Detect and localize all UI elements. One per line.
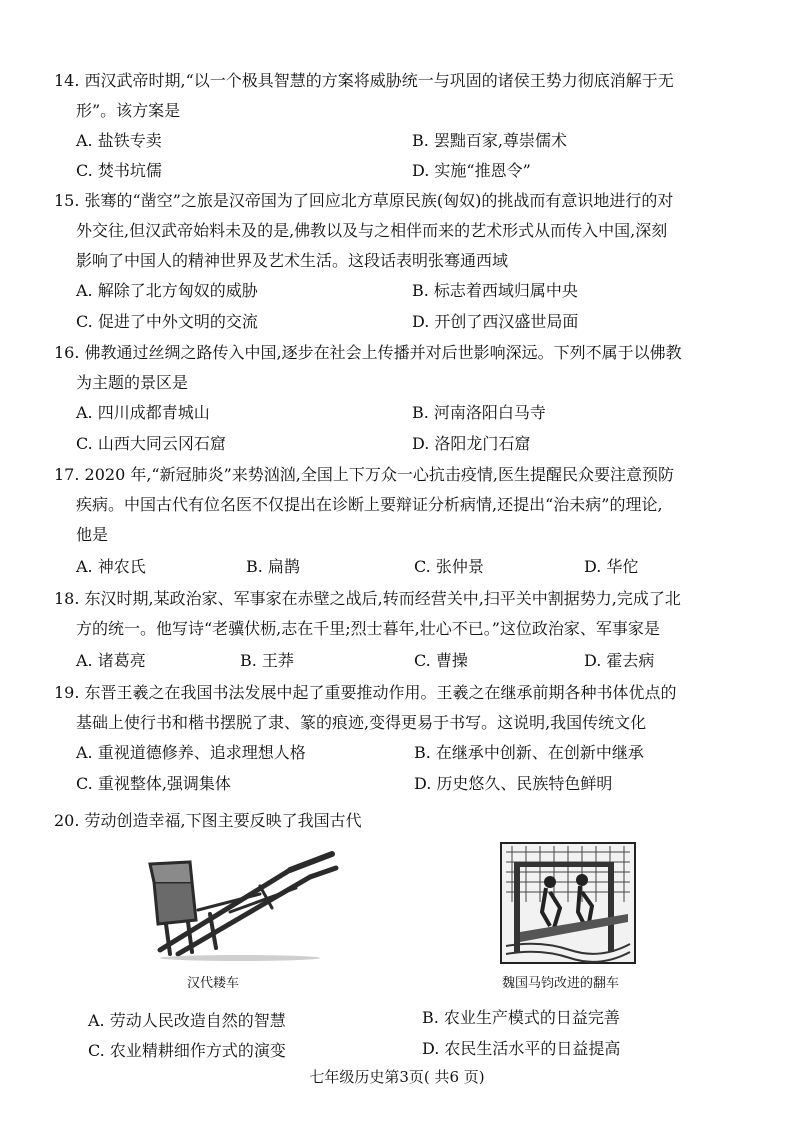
q19-option-d: D. 历史悠久、民族特色鲜明: [414, 774, 613, 793]
q15-line-2: 外交往,但汉武帝始料未及的是,佛教以及与之相伴而来的艺术形式从而传入中国,深刻: [76, 221, 668, 240]
right-figure-caption: 魏国马钧改进的翻车: [502, 976, 620, 991]
seed-drill-illustration: [140, 842, 340, 962]
chain-pump-illustration: [500, 842, 636, 964]
q17-option-d: D. 华佗: [584, 557, 639, 576]
q17-line-1: 17. 2020 年,“新冠肺炎”来势汹汹,全国上下万众一心抗击疫情,医生提醒民众要注意预防: [54, 465, 674, 484]
q18-option-a: A. 诸葛亮: [76, 651, 146, 670]
q19-line-2: 基础上使行书和楷书摆脱了隶、篆的痕迹,变得更易于书写。这说明,我国传统文化: [76, 713, 647, 732]
q15-line-3: 影响了中国人的精神世界及艺术生活。这段话表明张骞通西域: [76, 251, 509, 270]
q20-option-b: B. 农业生产模式的日益完善: [422, 1008, 620, 1027]
q15-line-1: 15. 张骞的“凿空”之旅是汉帝国为了回应北方草原民族(匈奴)的挑战而有意识地进行的对: [54, 191, 674, 210]
q17-line-2: 疾病。中国古代有位名医不仅提出在诊断上要辩证分析病情,还提出“治未病”的理论,: [76, 495, 663, 514]
q20-option-c: C. 农业精耕细作方式的演变: [88, 1041, 286, 1060]
q16-line-2: 为主题的景区是: [76, 373, 189, 392]
q19-option-b: B. 在继承中创新、在创新中继承: [414, 743, 644, 762]
q14-option-d: D. 实施“推恩令”: [412, 161, 531, 180]
q18-option-c: C. 曹操: [414, 651, 468, 670]
q19-line-1: 19. 东晋王羲之在我国书法发展中起了重要推动作用。王羲之在继承前期各种书体优点的: [54, 683, 677, 702]
q18-option-b: B. 王莽: [240, 651, 294, 670]
q20-option-d: D. 农民生活水平的日益提高: [422, 1039, 621, 1058]
q17-option-c: C. 张仲景: [414, 557, 484, 576]
q19-option-a: A. 重视道德修养、追求理想人格: [76, 743, 306, 762]
q14-option-b: B. 罢黜百家,尊崇儒术: [412, 131, 568, 150]
q14-line-2: 形”。该方案是: [76, 101, 181, 120]
q20-line-1: 20. 劳动创造幸福,下图主要反映了我国古代: [54, 811, 362, 830]
q14-option-a: A. 盐铁专卖: [76, 131, 162, 150]
q20-option-a: A. 劳动人民改造自然的智慧: [88, 1011, 286, 1030]
q16-option-c: C. 山西大同云冈石窟: [76, 434, 226, 453]
q15-option-a: A. 解除了北方匈奴的威胁: [76, 281, 258, 300]
q15-option-c: C. 促进了中外文明的交流: [76, 312, 258, 331]
q17-option-b: B. 扁鹊: [246, 557, 300, 576]
q17-option-a: A. 神农氏: [76, 557, 146, 576]
q15-option-d: D. 开创了西汉盛世局面: [412, 312, 579, 331]
q16-option-d: D. 洛阳龙门石窟: [412, 434, 531, 453]
q18-line-1: 18. 东汉时期,某政治家、军事家在赤壁之战后,转而经营关中,扫平关中割据势力,完成了北: [54, 589, 681, 608]
q14-line-1: 14. 西汉武帝时期,“以一个极具智慧的方案将威胁统一与巩固的诸侯王势力彻底消解于无: [54, 71, 674, 90]
q17-line-3: 他是: [76, 525, 109, 544]
q16-line-1: 16. 佛教通过丝绸之路传入中国,逐步在社会上传播并对后世影响深远。下列不属于以佛教: [54, 343, 682, 362]
q16-option-a: A. 四川成都青城山: [76, 403, 210, 422]
q18-line-2: 方的统一。他写诗“老骥伏枥,志在千里;烈士暮年,壮心不已。”这位政治家、军事家是: [76, 619, 660, 638]
page-footer: 七年级历史第3页( 共6 页): [309, 1068, 485, 1086]
q19-option-c: C. 重视整体,强调集体: [76, 774, 231, 793]
left-figure-caption: 汉代耧车: [187, 976, 240, 991]
q14-option-c: C. 焚书坑儒: [76, 161, 162, 180]
q16-option-b: B. 河南洛阳白马寺: [412, 403, 546, 422]
q18-option-d: D. 霍去病: [584, 651, 655, 670]
q15-option-b: B. 标志着西域归属中央: [412, 281, 578, 300]
